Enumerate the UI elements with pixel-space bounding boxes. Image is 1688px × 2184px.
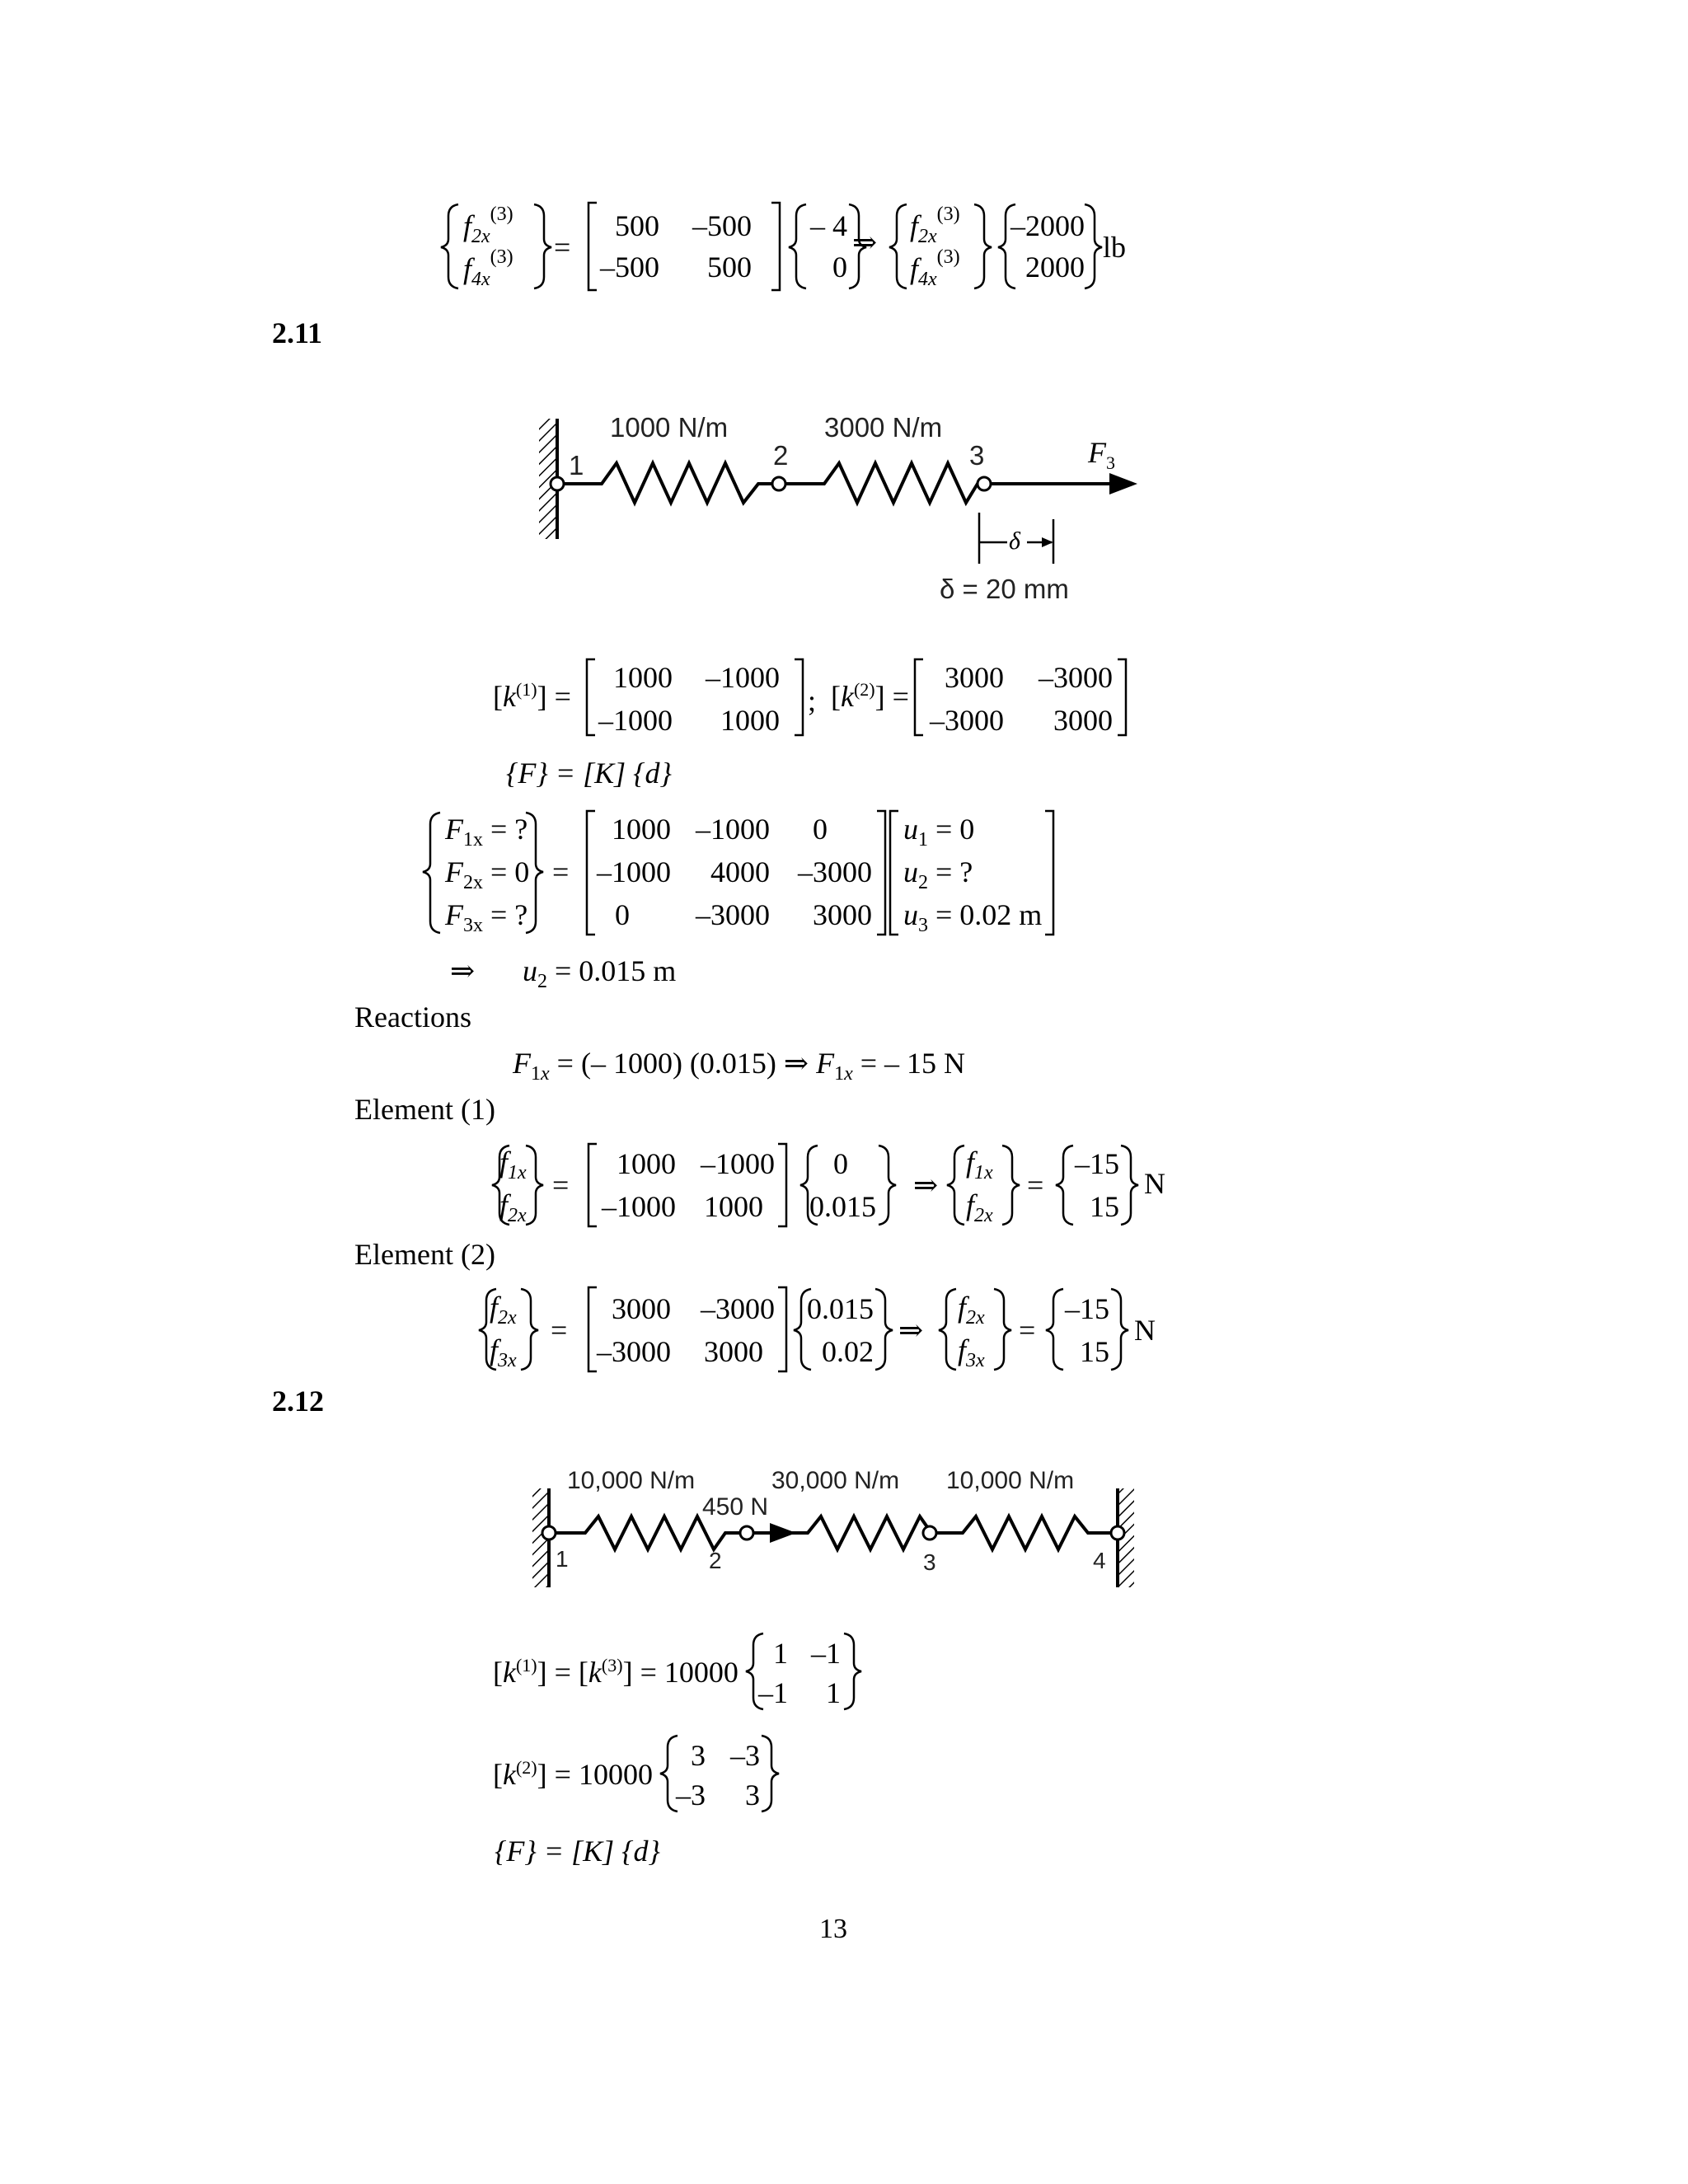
u2-value: = 0.015 m	[555, 954, 677, 987]
unit-N: N	[1134, 1314, 1156, 1347]
k2-cell: 3	[691, 1739, 706, 1772]
k2-cell: –3	[676, 1779, 706, 1811]
el2-cell: 3000	[704, 1335, 763, 1368]
k2-sup: (2)	[853, 679, 875, 700]
rhs-cell: –2000	[1010, 209, 1085, 242]
sym: f	[910, 209, 919, 242]
k2-cell: 3000	[945, 661, 1004, 694]
fkd-equation-2-12: {F} = [K] {d}	[495, 1835, 660, 1868]
sym: f	[958, 1291, 967, 1324]
k2-cell: 3000	[1053, 704, 1113, 737]
u2-result: $u_2 = 0.015$ m	[523, 954, 677, 993]
sup: (3)	[490, 246, 513, 268]
sub: 2x	[508, 1205, 527, 1227]
reaction-equation: $F_{1x}$ = (– 1000) (0.015) ⇒ $F_{1x}$ = – 15 N	[513, 1047, 966, 1085]
k2-eq: = 10000	[554, 1758, 653, 1791]
sys-cell: 0	[813, 813, 828, 846]
val: = ?	[490, 898, 528, 931]
el2-cell: –3000	[701, 1292, 775, 1325]
matrix-cell: –500	[692, 209, 752, 242]
rhs-cell: 2000	[1025, 251, 1085, 284]
el1-cell: –1000	[701, 1147, 775, 1180]
sub: 2	[918, 872, 928, 894]
val: = 0	[490, 855, 530, 888]
sym: f	[910, 252, 919, 285]
equals-sign: =	[1019, 1314, 1036, 1347]
force-subscript: 3	[1106, 452, 1115, 474]
reaction-mid: = (– 1000) (0.015) ⇒	[556, 1047, 809, 1080]
equals-sign: =	[1027, 1169, 1044, 1202]
sym: F	[445, 813, 463, 846]
k13-cell: –1	[758, 1676, 788, 1709]
sym: f	[966, 1188, 975, 1221]
vec-cell: – 4	[810, 209, 847, 242]
k2-label: $[k^{(2)}] = 10000$	[493, 1757, 653, 1791]
val: = ?	[935, 855, 973, 888]
k13-cell: 1	[773, 1637, 788, 1670]
sys-cell: 4000	[710, 855, 770, 888]
k13-eq: = 10000	[640, 1656, 738, 1689]
el2-vec: 0.015	[807, 1292, 874, 1325]
k2-cell: –3000	[930, 704, 1004, 737]
k2-cell: –3000	[1039, 661, 1113, 694]
el2-vec: 0.02	[822, 1335, 874, 1368]
k2-cell: 3	[745, 1779, 760, 1811]
k13-cell: –1	[811, 1637, 841, 1670]
sub: 1x	[463, 829, 483, 851]
sym: F	[445, 855, 463, 888]
sub: 3x	[463, 915, 483, 937]
sym: f	[490, 1291, 499, 1324]
k2-label: $[k^{(2)}]$ =	[831, 679, 909, 713]
sub: 2x	[918, 226, 937, 248]
el2-cell: 3000	[612, 1292, 671, 1325]
stiffness-label-3: 10,000 N/m	[946, 1467, 1075, 1494]
sub: 3x	[966, 1350, 985, 1372]
sys-cell: –3000	[696, 898, 770, 931]
delta-value: δ = 20 mm	[940, 574, 1069, 604]
sym: u	[903, 898, 918, 931]
sub: 4x	[918, 269, 937, 291]
sym: f	[958, 1333, 967, 1366]
stiffness-label-1: 10,000 N/m	[567, 1467, 696, 1494]
k2-cell: –3	[730, 1739, 760, 1772]
el1-cell: 1000	[704, 1190, 763, 1223]
sub: 2x	[966, 1307, 985, 1329]
el1-cell: –1000	[602, 1190, 676, 1223]
sup: (3)	[490, 204, 513, 225]
sub: 2x	[463, 872, 483, 894]
k1-label: $[k^{(1)}]$ =	[493, 679, 571, 713]
load-label: 450 N	[702, 1493, 769, 1521]
el1-rhs: 15	[1090, 1190, 1119, 1223]
stiffness-label-2: 30,000 N/m	[771, 1467, 900, 1494]
element-1-heading: Element (1)	[354, 1093, 495, 1126]
sys-cell: 3000	[813, 898, 872, 931]
k1-cell: –1000	[706, 661, 780, 694]
vec-cell: 0	[832, 251, 847, 284]
node-1-label: 1	[569, 450, 584, 480]
page-number: 13	[819, 1914, 847, 1944]
k1-sup: (1)	[515, 679, 537, 700]
el1-rhs: –15	[1075, 1147, 1119, 1180]
sym: f	[463, 252, 472, 285]
unit-N: N	[1144, 1167, 1165, 1200]
val: = 0	[935, 813, 975, 846]
node-1-label: 1	[556, 1546, 569, 1572]
sub: 2x	[471, 226, 490, 248]
equals-sign: =	[551, 1314, 568, 1347]
k1-cell: 1000	[613, 661, 673, 694]
reaction-end: = – 15 N	[860, 1047, 966, 1080]
sub: 3	[918, 915, 928, 937]
sym: u	[903, 855, 918, 888]
sys-cell: –3000	[798, 855, 872, 888]
sys-cell: –1000	[597, 855, 671, 888]
node-4-label: 4	[1093, 1548, 1106, 1573]
fkd-equation-2-11: {F} = [K] {d}	[506, 757, 672, 790]
node-2-label: 2	[773, 440, 789, 471]
sys-cell: –1000	[696, 813, 770, 846]
matrix-cell: 500	[615, 209, 659, 242]
k1-cell: –1000	[598, 704, 673, 737]
sym: f	[463, 209, 472, 242]
problem-label-2-11: 2.11	[272, 316, 323, 349]
implies-arrow: ⇒	[450, 954, 476, 987]
el1-vec: 0.015	[809, 1190, 876, 1223]
k13-label: $[k^{(1)}] = [k^{(3)}] = 10000$	[493, 1655, 738, 1689]
semicolon: ;	[808, 684, 817, 717]
implies-arrow: ⇒	[913, 1169, 939, 1202]
equals-sign: =	[552, 855, 570, 888]
sub: 2x	[498, 1307, 517, 1329]
unit-lb: lb	[1103, 231, 1127, 264]
sys-cell: 0	[615, 898, 630, 931]
sub: 1x	[508, 1162, 527, 1184]
k13-cell: 1	[826, 1676, 841, 1709]
element-2-heading: Element (2)	[354, 1238, 495, 1271]
implies-arrow: ⇒	[852, 226, 878, 259]
implies-arrow: ⇒	[898, 1314, 924, 1347]
sub: 4x	[471, 269, 490, 291]
val: = 0.02 m	[935, 898, 1043, 931]
sub: 1x	[974, 1162, 993, 1184]
sup: (3)	[936, 204, 960, 225]
sym: f	[499, 1188, 509, 1221]
el2-rhs: –15	[1065, 1292, 1109, 1325]
sym: f	[499, 1146, 509, 1179]
delta-symbol: δ	[1009, 527, 1020, 555]
sym: f	[490, 1333, 499, 1366]
k1-cell: 1000	[720, 704, 780, 737]
problem-label-2-12: 2.12	[272, 1385, 324, 1418]
node-3-label: 3	[923, 1549, 936, 1575]
node-3-label: 3	[969, 440, 985, 471]
el1-vec: 0	[833, 1147, 848, 1180]
el1-cell: 1000	[617, 1147, 676, 1180]
force-symbol: F	[1088, 436, 1106, 469]
sym: F	[445, 898, 463, 931]
sym: f	[966, 1146, 975, 1179]
node-2-label: 2	[709, 1548, 722, 1573]
stiffness-label-1: 1000 N/m	[610, 412, 729, 443]
sub: 1	[918, 829, 928, 851]
sys-cell: 1000	[612, 813, 671, 846]
sub: 3x	[498, 1350, 517, 1372]
equals-sign: =	[552, 1169, 570, 1202]
val: = ?	[490, 813, 528, 846]
stiffness-label-2: 3000 N/m	[824, 412, 943, 443]
sup: (3)	[936, 246, 960, 268]
reactions-heading: Reactions	[354, 1001, 471, 1033]
matrix-cell: 500	[707, 251, 752, 284]
sub: 2x	[974, 1205, 993, 1227]
sym: u	[903, 813, 918, 846]
matrix-cell: –500	[600, 251, 659, 284]
equals-sign: =	[554, 231, 571, 264]
el2-rhs: 15	[1080, 1335, 1109, 1368]
el2-cell: –3000	[597, 1335, 671, 1368]
